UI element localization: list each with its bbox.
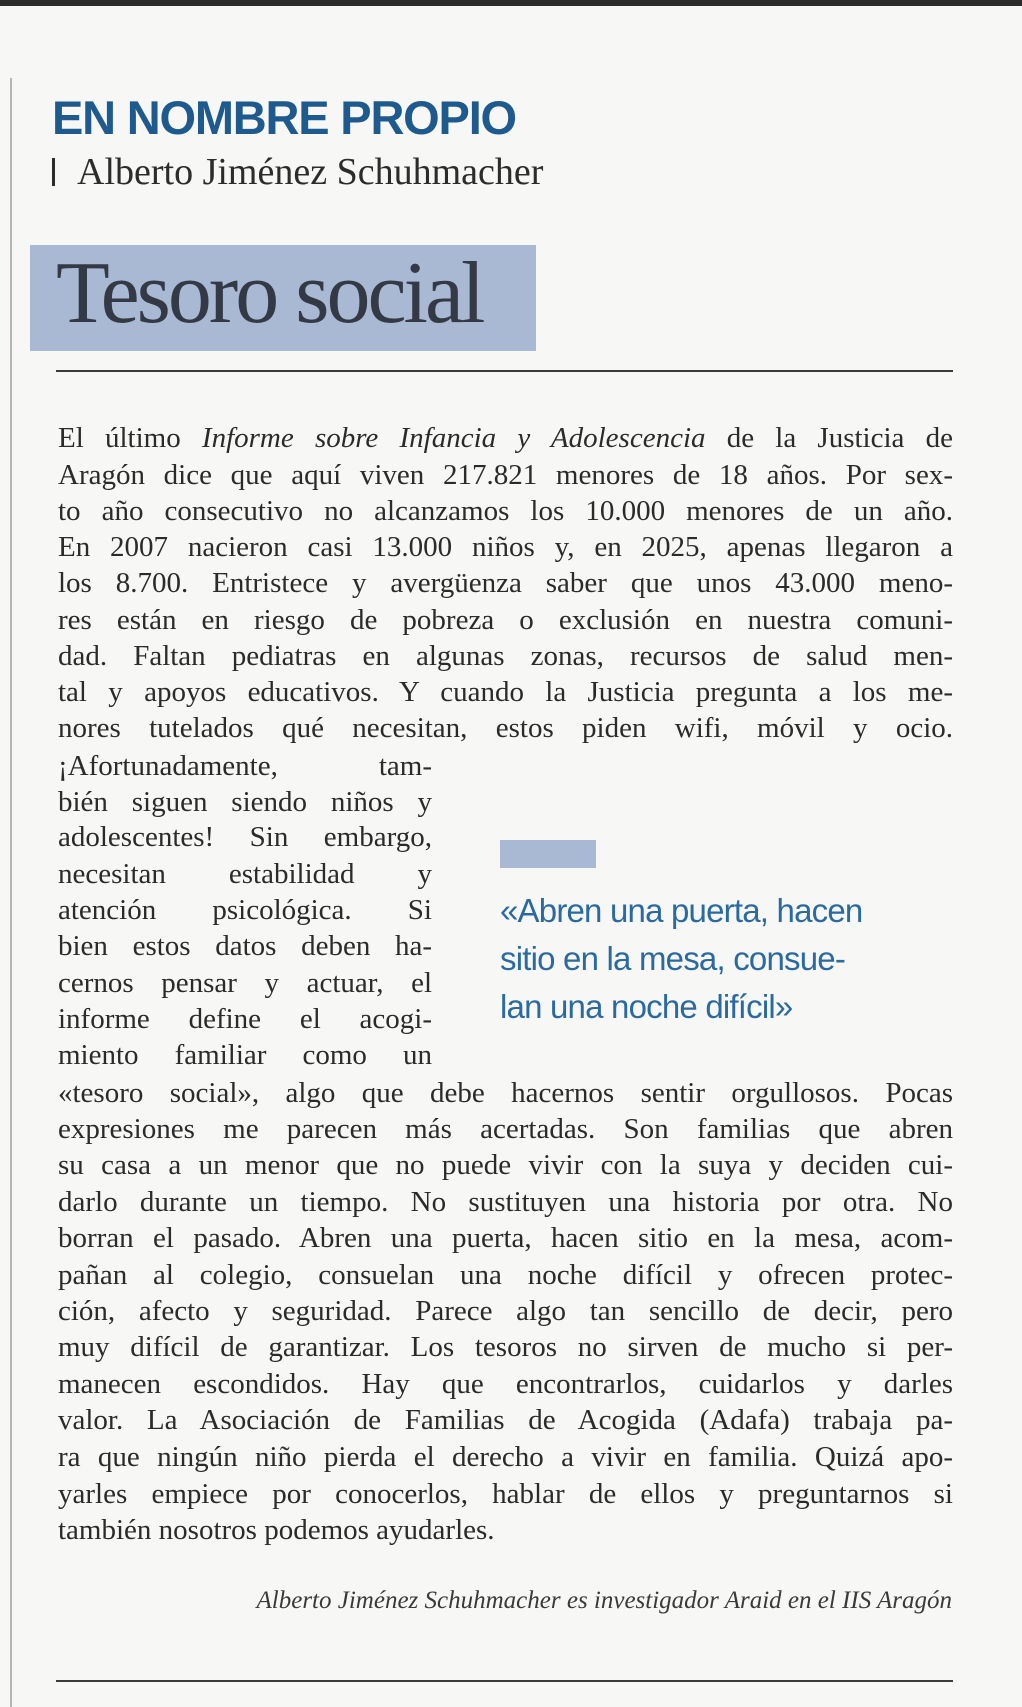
body-line: miento familiar como un: [58, 1039, 432, 1071]
body-line: «tesoro social», algo que debe hacernos sentir orgullosos. Pocas: [58, 1077, 953, 1109]
body-line: valor. La Asociación de Familias de Acogida (Adafa) trabaja pa-: [58, 1404, 953, 1436]
body-line: expresiones me parecen más acertadas. Son familias que abren: [58, 1113, 953, 1145]
body-line: ¡Afortunadamente, tam-: [58, 750, 432, 782]
body-line: adolescentes! Sin embargo,: [58, 821, 432, 853]
body-line: también nosotros podemos ayudarles.: [58, 1514, 495, 1546]
author-signature: Alberto Jiménez Schuhmacher es investigador Araid en el IIS Aragón: [256, 1587, 952, 1614]
pull-quote-accent: [500, 840, 596, 868]
body-line: cernos pensar y actuar, el: [58, 967, 432, 999]
body-line: res están en riesgo de pobreza o exclusión en nuestra comuni-: [58, 604, 953, 636]
pull-quote-line: «Abren una puerta, hacen: [500, 892, 863, 929]
body-line: Aragón dice que aquí viven 217.821 menores de 18 años. Por sex-: [58, 459, 953, 491]
headline: Tesoro social: [56, 245, 483, 342]
body-line: los 8.700. Entristece y avergüenza saber que unos 43.000 meno-: [58, 567, 953, 599]
author-name: Alberto Jiménez Schuhmacher: [77, 151, 544, 193]
pull-quote-line: lan una noche difícil»: [500, 988, 793, 1025]
body-line: muy difícil de garantizar. Los tesoros no sirven de mucho si per-: [58, 1331, 953, 1363]
report-title: Informe sobre Infancia y Adolescencia: [201, 422, 706, 454]
body-line: manecen escondidos. Hay que encontrarlos, cuidarlos y darles: [58, 1368, 953, 1400]
byline-bar: [52, 158, 55, 186]
body-line: informe define el acogi-: [58, 1003, 432, 1035]
body-line: pañan al colegio, consuelan una noche difícil y ofrecen protec-: [58, 1259, 953, 1291]
bottom-divider: [56, 1680, 953, 1682]
body-line: necesitan estabilidad y: [58, 858, 432, 890]
body-line: borran el pasado. Abren una puerta, hacen sitio en la mesa, acom-: [58, 1222, 953, 1254]
body-line: su casa a un menor que no puede vivir con la suya y deciden cui-: [58, 1149, 953, 1181]
left-column-rule: [10, 78, 12, 1707]
body-line: tal y apoyos educativos. Y cuando la Justicia pregunta a los me-: [58, 676, 953, 708]
body-line-1a: El último: [58, 422, 202, 454]
top-edge-bar: [0, 0, 1022, 6]
body-line: nores tutelados qué necesitan, estos piden wifi, móvil y ocio.: [58, 712, 953, 744]
pull-quote-line: sitio en la mesa, consue-: [500, 940, 846, 977]
body-line: ción, afecto y seguridad. Parece algo tan sencillo de decir, pero: [58, 1295, 953, 1327]
byline: [52, 153, 543, 191]
body-line: yarles empiece por conocerlos, hablar de ellos y preguntarnos si: [58, 1478, 953, 1510]
section-label: EN NOMBRE PROPIO: [52, 91, 516, 144]
body-line: ra que ningún niño pierda el derecho a vivir en familia. Quizá apo-: [58, 1441, 953, 1473]
top-divider: [56, 370, 953, 372]
body-line: En 2007 nacieron casi 13.000 niños y, en 2025, apenas llegaron a: [58, 531, 953, 563]
body-line: dad. Faltan pediatras en algunas zonas, recursos de salud men-: [58, 640, 953, 672]
body-line: atención psicológica. Si: [58, 894, 432, 926]
body-line-1b: de la Justicia de: [705, 422, 953, 454]
body-line: [58, 424, 953, 453]
body-line: to año consecutivo no alcanzamos los 10.000 menores de un año.: [58, 495, 953, 527]
body-line: bién siguen siendo niños y: [58, 786, 432, 818]
body-line: darlo durante un tiempo. No sustituyen una historia por otra. No: [58, 1186, 953, 1218]
body-line: bien estos datos deben ha-: [58, 930, 432, 962]
